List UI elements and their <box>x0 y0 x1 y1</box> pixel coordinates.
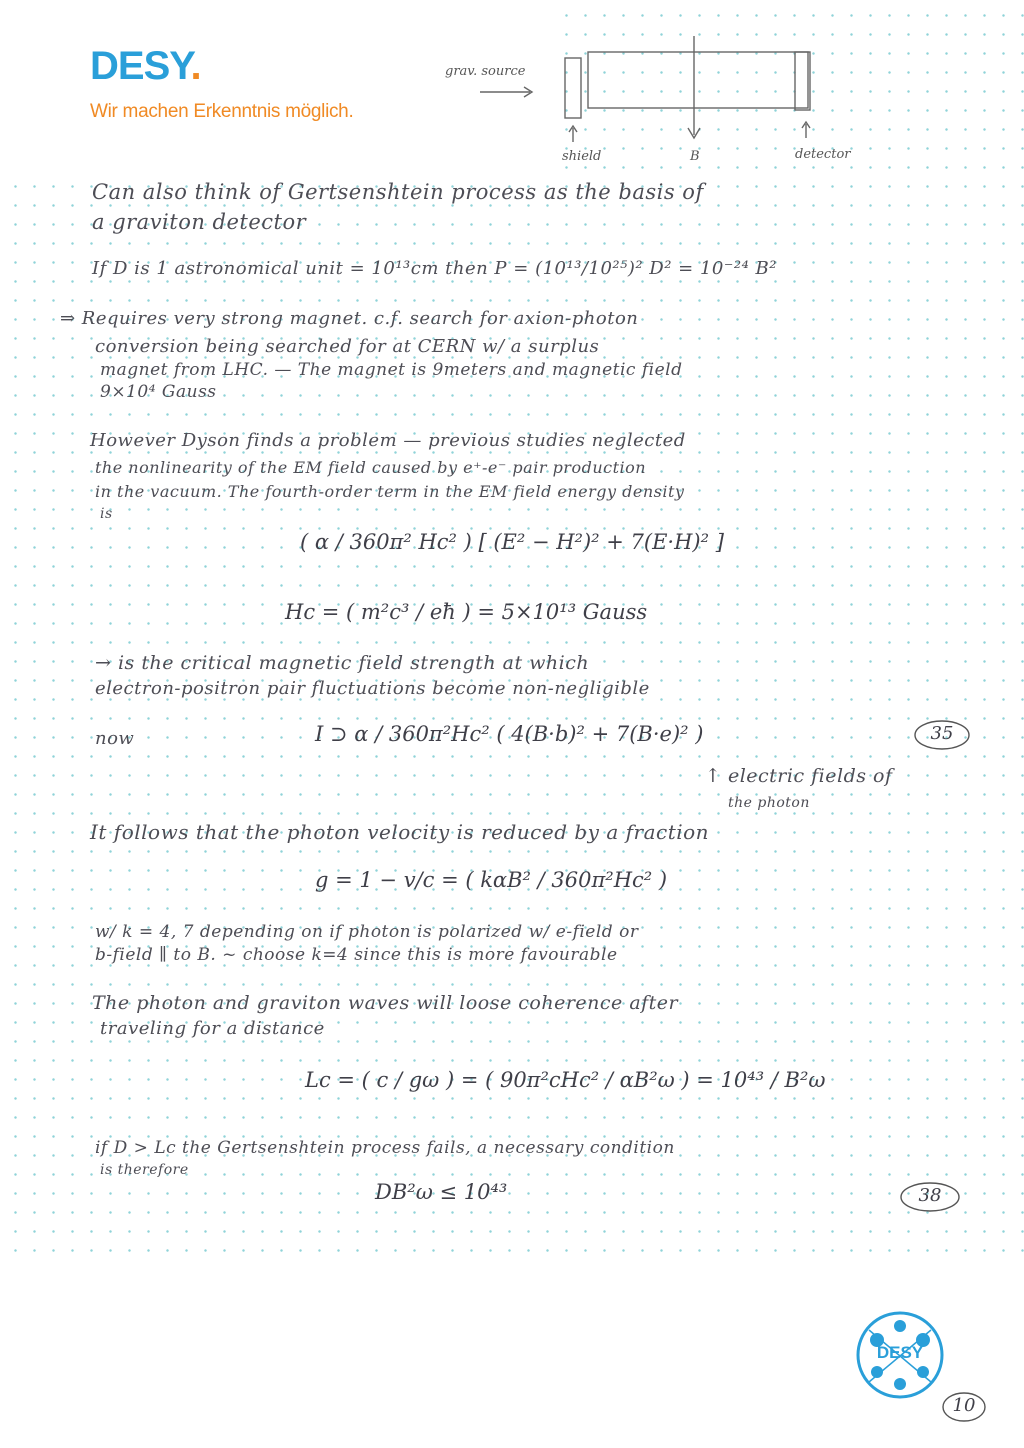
note-line-14: now <box>95 728 135 749</box>
page-number: 10 <box>952 1395 976 1416</box>
equation-velocity-reduction: g = 1 − v/c = ( kαB² / 360π²Hc² ) <box>315 868 668 892</box>
magnet-box <box>588 52 808 108</box>
source-label: grav. source <box>445 64 526 79</box>
note-line-9: the nonlinearity of the EM field caused by e⁺-e⁻ pair production <box>95 458 647 477</box>
note-line-5: conversion being searched for at CERN w/ a surplus <box>95 336 600 357</box>
note-line-11: is <box>100 506 113 522</box>
note-line-1: Can also think of Gertsenshtein process as the basis of <box>92 180 704 204</box>
detector-label: detector <box>795 147 851 162</box>
equation-lagrangian: I ⊃ α / 360π²Hc² ( 4(B·b)² + 7(B·e)² ) <box>315 722 704 746</box>
note-line-16: the photon <box>728 795 810 811</box>
detector-diagram <box>440 30 880 170</box>
note-line-19: b-field ∥ to B. ~ choose k=4 since this is more favourable <box>95 945 618 965</box>
equation-critical-field: Hc = ( m²c³ / eħ ) = 5×10¹³ Gauss <box>285 600 648 624</box>
note-line-22: if D > Lc the Gertsenshtein process fails, a necessary condition <box>95 1138 675 1158</box>
note-line-10: in the vacuum. The fourth-order term in the EM field energy density <box>95 482 685 501</box>
equation-coherence-length: Lc = ( c / gω ) = ( 90π²cHc² / αB²ω ) = 10⁴³ / B²ω <box>305 1068 826 1092</box>
note-line-21: traveling for a distance <box>100 1018 325 1039</box>
note-line-20: The photon and graviton waves will loose coherence after <box>92 992 679 1014</box>
note-line-3: If D is 1 astronomical unit = 10¹³cm then P = (10¹³/10²⁵)² D² = 10⁻²⁴ B² <box>92 258 777 279</box>
note-line-13: electron-positron pair fluctuations become non-negligible <box>95 678 650 699</box>
note-line-2: a graviton detector <box>92 210 307 234</box>
desy-logo-text: DESY. <box>90 44 201 88</box>
equation-number-38: 38 <box>918 1185 942 1206</box>
tagline: Wir machen Erkenntnis möglich. <box>90 101 354 122</box>
note-line-12: → is the critical magnetic field strength at which <box>95 652 590 674</box>
shield-shape <box>565 58 581 118</box>
equation-condition: DB²ω ≤ 10⁴³ <box>375 1180 508 1204</box>
note-line-15: ↑ electric fields of <box>705 765 893 787</box>
note-line-18: w/ k = 4, 7 depending on if photon is polarized w/ e-field or <box>95 922 639 942</box>
equation-energy-density: ( α / 360π² Hc² ) [ (E² − H²)² + 7(E·H)² ] <box>300 530 724 554</box>
note-line-6: magnet from LHC. — The magnet is 9meters and magnetic field <box>100 360 683 380</box>
note-line-8: However Dyson finds a problem — previous studies neglected <box>90 430 686 451</box>
equation-number-35: 35 <box>930 723 954 744</box>
desy-logo-label: DESY <box>876 1343 924 1362</box>
shield-label: shield <box>562 149 602 164</box>
b-label: B <box>690 149 700 164</box>
note-line-23: is therefore <box>100 1162 189 1178</box>
note-line-7: 9×10⁴ Gauss <box>100 382 217 402</box>
note-line-17: It follows that the photon velocity is reduced by a fraction <box>90 820 710 844</box>
note-line-4: ⇒ Requires very strong magnet. c.f. search for axion-photon <box>60 308 639 329</box>
